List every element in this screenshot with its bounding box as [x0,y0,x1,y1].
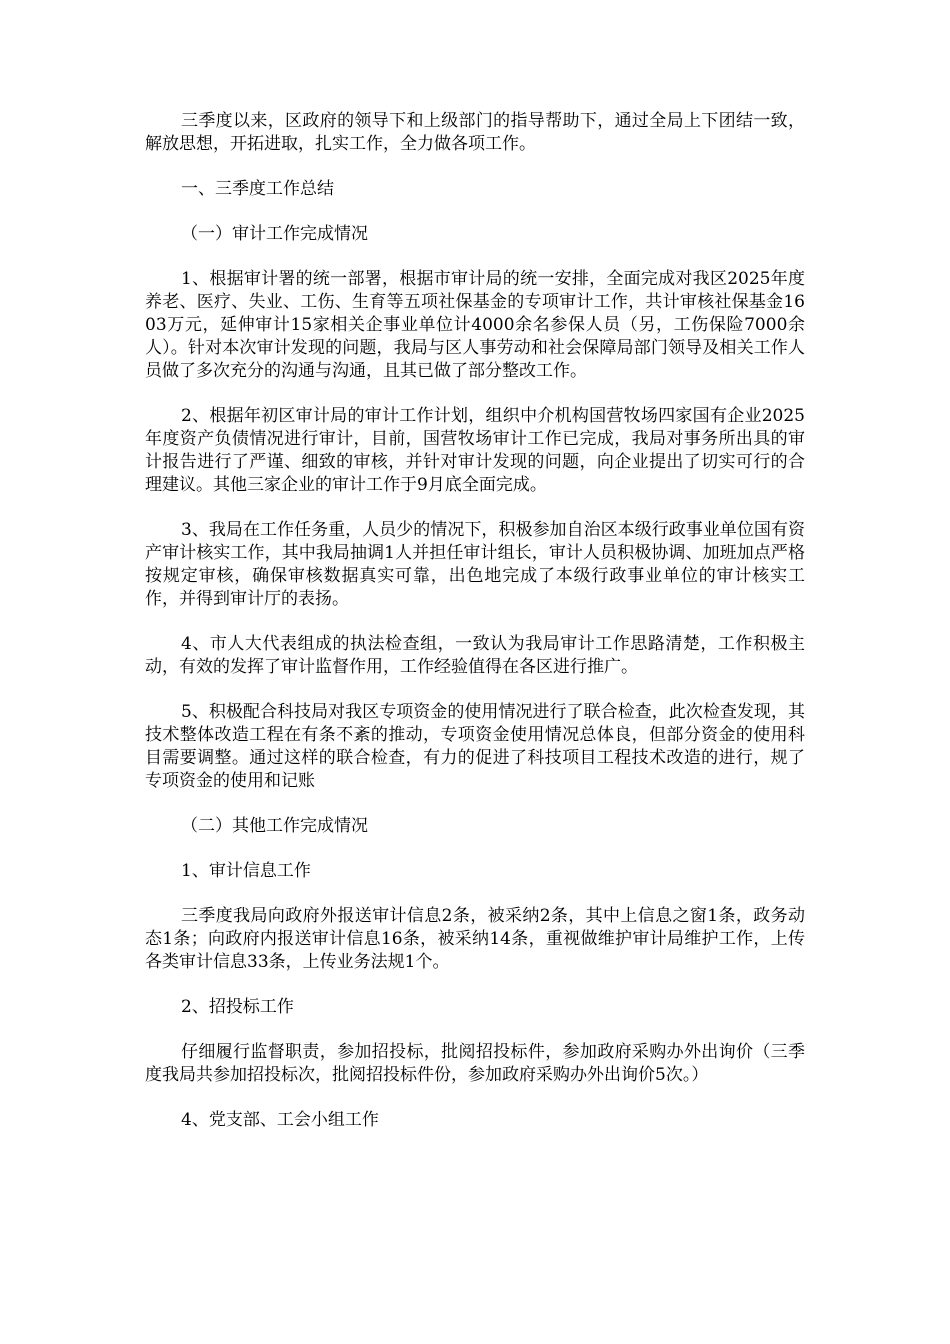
section-heading-summary: 一、三季度工作总结 [181,179,334,199]
item-heading-audit-info: 1、审计信息工作 [181,861,311,881]
intro-paragraph: 三季度以来，区政府的领导下和上级部门的指导帮助下，通过全局上下团结一致，解放思想，开拓进取，扎实工作，全力做各项工作。 [145,111,805,154]
bidding-paragraph: 仔细履行监督职责，参加招投标，批阅招投标件，参加政府采购办外出询价（三季度我局共参加招投标次，批阅招投标件份，参加政府采购办外出询价5次。） [145,1042,805,1085]
document-page [145,110,805,1154]
subsection-heading-audit: （一）审计工作完成情况 [181,224,368,244]
audit-item-1-paragraph: 1、根据审计署的统一部署，根据市审计局的统一安排，全面完成对我区2025年度养老、医疗、失业、工伤、生育等五项社保基金的专项审计工作，共计审核社保基金1603万元，延伸审计15家相关企事业单位计4000余名参保人员（另，工伤保险7000余人）。针对本次审计发现的问题，我局与区人事劳动和社会保障局部门领导及相关工作人员做了多次充分的沟通与沟通，且其已做了部分整改工作。 [145,269,805,381]
item-heading-bidding: 2、招投标工作 [181,997,294,1017]
subsection-heading-other: （二）其他工作完成情况 [181,816,368,836]
item-heading-party-branch: 4、党支部、工会小组工作 [181,1110,379,1130]
audit-item-2-paragraph: 2、根据年初区审计局的审计工作计划，组织中介机构国营牧场四家国有企业2025年度资产负债情况进行审计，目前，国营牧场审计工作已完成，我局对事务所出具的审计报告进行了严谨、细致的审核，并针对审计发现的问题，向企业提出了切实可行的合理建议。其他三家企业的审计工作于9月底全面完成。 [145,406,805,495]
audit-item-5-paragraph: 5、积极配合科技局对我区专项资金的使用情况进行了联合检查，此次检查发现，其技术整体改造工程在有条不紊的推动，专项资金使用情况总体良，但部分资金的使用科目需要调整。通过这样的联合检查，有力的促进了科技项目工程技术改造的进行，规了专项资金的使用和记账 [145,702,805,791]
audit-item-3-paragraph: 3、我局在工作任务重，人员少的情况下，积极参加自治区本级行政事业单位国有资产审计核实工作，其中我局抽调1人并担任审计组长，审计人员积极协调、加班加点严格按规定审核，确保审核数据真实可靠，出色地完成了本级行政事业单位的审计核实工作，并得到审计厅的表扬。 [145,520,805,609]
audit-info-paragraph: 三季度我局向政府外报送审计信息2条，被采纳2条，其中上信息之窗1条，政务动态1条；向政府内报送审计信息16条，被采纳14条，重视做维护审计局维护工作，上传各类审计信息33条，上传业务法规1个。 [145,906,805,972]
audit-item-4-paragraph: 4、市人大代表组成的执法检查组，一致认为我局审计工作思路清楚，工作积极主动，有效的发挥了审计监督作用，工作经验值得在各区进行推广。 [145,634,805,677]
